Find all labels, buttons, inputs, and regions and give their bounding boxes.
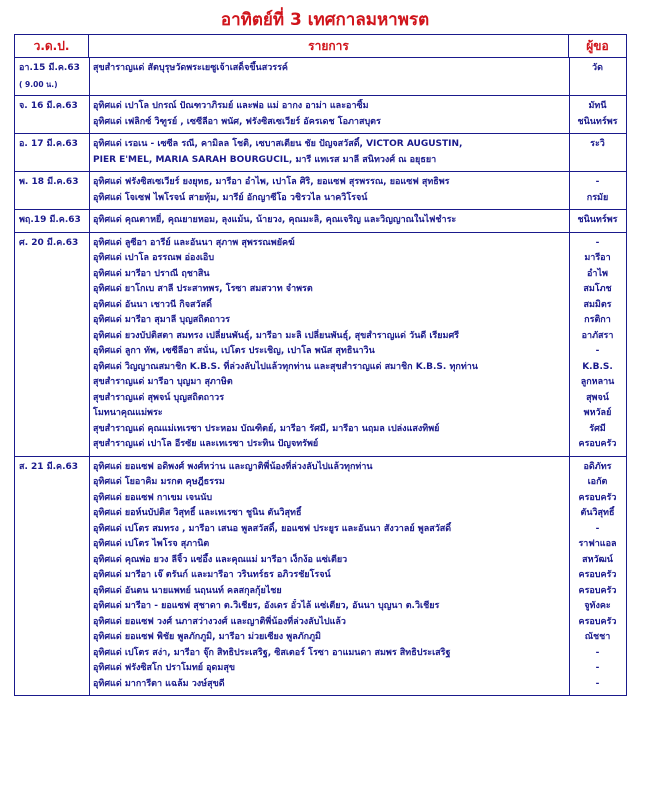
row-date: ( 9.00 น.) — [19, 79, 58, 89]
table-row — [15, 137, 626, 153]
row-requester: มารีอา — [584, 253, 611, 263]
table-row — [15, 360, 626, 376]
header-requester: ผู้ขอ — [586, 38, 609, 53]
row-requester: กรติกา — [584, 315, 611, 325]
row-requester: ลูกหลาน — [580, 377, 615, 387]
row-intention: อุทิศแด่ มารีอา ปราณี ฤชาสิน — [93, 268, 210, 279]
table-row — [15, 313, 626, 329]
table-row — [15, 475, 626, 491]
row-date — [15, 584, 89, 600]
row-date: ส. 21 มี.ค.63 — [19, 461, 79, 472]
row-requester: ครอบครัว — [578, 439, 617, 449]
table-row — [15, 391, 626, 407]
table-row — [15, 99, 626, 115]
date-group — [15, 172, 626, 210]
row-requester: - — [595, 523, 600, 534]
row-intention: อุทิศแด่ คุณพ่อ ยวง ลีจิ้ว แซ่อึ้ง และคุณแม่ มารีอา เง็กง้อ แซ่เตียว — [93, 554, 348, 565]
row-intention: อุทิศแด่ วิญญาณสมาชิก K.B.S. ที่ล่วงลับไปแล้วทุกท่าน และสุขสำราญแด่ สมาชิก K.B.S. ทุกท่าน — [93, 361, 478, 372]
table-row — [15, 115, 626, 131]
row-date — [15, 646, 89, 662]
row-intention: อุทิศแด่ เปโตร สมทรง , มารีอา เสนอ พูลสวัสดิ์, ยอแซฟ ประยูร และอันนา สังวาลย์ พูลสวัสดิ์ — [93, 523, 452, 534]
table-row — [15, 422, 626, 438]
row-date: อ. 17 มี.ค.63 — [19, 139, 78, 149]
row-intention: อุทิศแด่ ฟรังซิสโก ปราโมทย์ อุดมสุข — [93, 663, 235, 673]
row-requester: - — [595, 663, 600, 673]
header-items: รายการ — [89, 35, 569, 57]
row-date: พ. 18 มี.ค.63 — [19, 177, 79, 187]
row-intention: อุทิศแด่ ยอแซฟ วงศ์ นภาสว่างวงศ์ และญาติพี่น้องที่ล่วงลับไปแล้ว — [93, 616, 346, 627]
table-row — [15, 537, 626, 553]
row-intention: อุทิศแด่ ฟรังซิสเซเวียร์ ยงยุทธ, มารีอา อำไพ, เปาโล ศิริ, ยอแซฟ สุรพรรณ, ยอแซฟ สุทธิพร — [93, 177, 450, 187]
row-requester: ราฟาแอล — [578, 539, 617, 549]
row-intention: สุขสำราญแด่ เปาโล อีรซัย และเทเรซา ประทิน ปัญจทรัพย์ — [93, 439, 319, 449]
header-date: ว.ด.ป. — [15, 35, 89, 57]
row-intention: อุทิศแด่ โยอาคิม มรกต คุษฎีธรรม — [93, 477, 225, 487]
table-body — [15, 58, 626, 695]
date-group — [15, 210, 626, 233]
row-date — [15, 251, 89, 267]
row-date — [15, 344, 89, 360]
row-requester: พหวัลย์ — [583, 408, 612, 418]
table-row — [15, 191, 626, 207]
table-row — [15, 213, 626, 229]
row-date — [15, 313, 89, 329]
row-date: ศ. 20 มี.ค.63 — [19, 237, 79, 248]
row-requester — [569, 77, 626, 93]
row-date — [15, 677, 89, 693]
table-row — [15, 491, 626, 507]
table-row — [15, 646, 626, 662]
row-requester: ครอบครัว — [578, 570, 617, 580]
row-intention: อุทิศแด่ เปโตร ไพโรจ สุภานิต — [93, 539, 210, 549]
row-requester: จูทังคะ — [584, 601, 611, 611]
row-requester: ชนินทร์พร — [577, 215, 618, 225]
table-row — [15, 267, 626, 283]
row-intention: อุทิศแด่ ยอแซฟ อดิพงศ์ พงศ์หว่าน และญาติพี่น้องที่ล่วงลับไปแล้วทุกท่าน — [93, 461, 373, 472]
row-date — [15, 522, 89, 538]
row-intention: อุทิศแด่ โจเซฟ ไพโรจน์ สายทุ้ม, มารีย์ อักญาซีโอ วชิรวไล นาควิโรจน์ — [93, 192, 368, 203]
table-row — [15, 553, 626, 569]
row-date — [15, 360, 89, 376]
row-intention: อุทิศแด่ ยาโกเบ สาลี ประสาทพร, โรซา สมสวาท จำพรต — [93, 284, 313, 294]
row-intention: อุทิศแด่ อันนา เชาวนี กิจสวัสดิ์ — [93, 299, 212, 310]
table-row — [15, 406, 626, 422]
row-requester: - — [595, 346, 600, 356]
row-requester: สมโภช — [583, 284, 612, 294]
table-row — [15, 153, 626, 169]
row-requester: ครอบครัว — [578, 585, 617, 596]
row-requester: สหวัฒน์ — [582, 554, 613, 565]
date-group — [15, 233, 626, 457]
row-date — [15, 422, 89, 438]
row-date — [15, 437, 89, 453]
row-requester: สุพจน์ — [586, 392, 609, 403]
table-row — [15, 175, 626, 191]
row-date — [15, 475, 89, 491]
date-group — [15, 96, 626, 134]
row-date — [15, 630, 89, 646]
row-requester — [569, 153, 626, 169]
row-date — [15, 391, 89, 407]
row-date — [15, 537, 89, 553]
row-requester: K.B.S. — [582, 361, 613, 372]
row-requester: ณัชชา — [584, 632, 611, 642]
date-group — [15, 457, 626, 696]
row-date — [15, 375, 89, 391]
row-intention: สุขสำราญแด่ สัตบุรุษวัดพระเยซูเจ้าเสด็จขึ้นสวรรค์ — [93, 63, 288, 73]
table-row — [15, 344, 626, 360]
row-requester: ชนินทร์พร — [577, 116, 618, 127]
table-row — [15, 584, 626, 600]
table-row — [15, 282, 626, 298]
table-row — [15, 298, 626, 314]
row-requester: เอกัต — [587, 477, 608, 487]
row-date — [15, 661, 89, 677]
row-requester: อาภัสรา — [581, 330, 614, 341]
row-intention: อุทิศแด่ ลูซีอา อารีย์ และอันนา สุภาพ สุพรรณพยัคฆ์ — [93, 237, 295, 248]
table-row — [15, 661, 626, 677]
row-date — [15, 298, 89, 314]
row-intention — [89, 77, 569, 93]
row-intention: อุทิศแด่ เปโตร สง่า, มารีอา จุ๊ก สิทธิประเสริฐ, ซิสเตอร์ โรซา อาแมนดา สมพร สิทธิประเสริฐ — [93, 647, 451, 658]
row-intention: อุทิศแด่ ยอแซฟ กาเขม เจนนับ — [93, 492, 213, 503]
row-requester: ระวิ — [590, 139, 605, 149]
table-row — [15, 522, 626, 538]
row-date — [15, 615, 89, 631]
row-requester: มัทนี — [588, 101, 607, 111]
row-intention: อุทิศแด่ อันตน นายแพทย์ นฤนนท์ คลสกุลกุ้ยไชย — [93, 585, 282, 596]
row-date — [15, 553, 89, 569]
row-intention: อุทิศแด่ มารีอา เจ๊ ตรันก์ และมารีอา วรินทร์ธร อภิวรชัยโรจน์ — [93, 570, 331, 580]
table-row — [15, 329, 626, 345]
row-date: อา.15 มี.ค.63 — [19, 63, 80, 73]
row-date — [15, 506, 89, 522]
row-intention: อุทิศแด่ ลูกา ทัพ, เซซีลีอา สนั่น, เปโตร ประเชิญ, เปาโล พนัส สุทธินาวิน — [93, 346, 375, 356]
row-requester: - — [595, 678, 600, 689]
row-date — [15, 115, 89, 131]
row-intention: อุทิศแด่ มารีอา สุมาลี บุญสถิตถาวร — [93, 315, 230, 325]
table-row — [15, 677, 626, 693]
row-date — [15, 406, 89, 422]
table-row — [15, 506, 626, 522]
date-group — [15, 58, 626, 96]
row-intention: อุทิศแด่ คุณตาหยี่, คุณยายหอม, ลุงแม้น, น้ายวง, คุณมะลิ, คุณเจริญ และวิญญาณในไฟชำระ — [93, 215, 457, 225]
row-requester: อดิภัทร — [583, 461, 612, 472]
row-date: พฤ.19 มี.ค.63 — [19, 215, 81, 225]
table-row — [15, 61, 626, 77]
date-group — [15, 134, 626, 172]
row-intention: อุทิศแด่ ยวงบัปติสตา สมทรง เปลี่ยนพันธุ์, มารีอา มะลิ เปลี่ยนพันธุ์, สุขสำราญแด่ วันดี เรียมศรี — [93, 330, 459, 341]
row-intention: อุทิศแด่ ยอห์นบัปติส วิสุทธิ์ และเทเรซา ชูนิน ตันวิสุทธิ์ — [93, 508, 302, 518]
row-intention: สุขสำราญแด่ มารีอา บุญมา สุภาษิต — [93, 377, 233, 387]
row-intention: สุขสำราญแด่ คุณแม่เทเรซา ประหอม บัณฑิตย์, มารีอา รัศมี, มารีอา นฤมล เปล่งแสงทิพย์ — [93, 423, 440, 434]
row-intention: โมทนาคุณแม่พระ — [93, 408, 163, 418]
row-intention: อุทิศแด่ ยอแซฟ พิชัย พูลภักภูมิ, มารีอา ม่วยเซียง พูลภักภูมิ — [93, 632, 321, 642]
table-row — [15, 251, 626, 267]
row-intention: อุทิศแด่ เปาโล อรรณพ อ่องเอิบ — [93, 253, 215, 263]
row-date — [15, 191, 89, 207]
table-header — [15, 35, 626, 58]
row-requester: อำไพ — [587, 268, 608, 279]
intentions-table — [14, 34, 627, 696]
row-date — [15, 329, 89, 345]
row-date — [15, 267, 89, 283]
row-requester: สมมิตร — [583, 299, 612, 310]
row-requester: กรมัย — [586, 192, 609, 203]
row-requester: - — [595, 647, 600, 658]
page-title: อาทิตย์ที่ 3 เทศกาลมหาพรต — [220, 10, 430, 30]
table-row — [15, 615, 626, 631]
row-intention: อุทิศแด่ เปาโล ปกรณ์ ปัณฑวาภิรมย์ และพ่อ แม่ อากง อาม่า และอาซิ้ม — [93, 101, 369, 111]
table-row — [15, 599, 626, 615]
table-row — [15, 460, 626, 476]
row-date — [15, 568, 89, 584]
row-intention: อุทิศแด่ เฟลิกซ์ วิฑูรย์ , เซซีลีอา พนัศ, ฟรังซิสเซเวียร์ อัครเดช โอภาสบุตร — [93, 116, 381, 127]
row-date: จ. 16 มี.ค.63 — [19, 101, 78, 111]
row-requester: ครอบครัว — [578, 492, 617, 503]
row-date — [15, 491, 89, 507]
row-intention: อุทิศแด่ มาการีตา แฉล้ม วงษ์สุขดี — [93, 678, 225, 689]
row-requester: - — [595, 177, 600, 187]
table-row — [15, 630, 626, 646]
row-requester: - — [595, 237, 600, 248]
row-date — [15, 282, 89, 298]
row-requester: ครอบครัว — [578, 616, 617, 627]
row-requester: รัศมี — [589, 423, 606, 434]
table-row — [15, 568, 626, 584]
table-row — [15, 77, 626, 93]
row-intention: อุทิศแด่ เรอเน - เซซีล รณี, คามิลล โชติ, เซบาสเตียน ชัย ปัญจสวัสดิ์, VICTOR AUGUSTIN, — [93, 139, 463, 149]
row-intention: สุขสำราญแด่ สุพจน์ บุญสถิตถาวร — [93, 392, 225, 403]
table-row — [15, 375, 626, 391]
row-requester: ตันวิสุทธิ์ — [580, 508, 615, 518]
row-requester: วัด — [592, 63, 603, 73]
table-row — [15, 437, 626, 453]
row-date — [15, 153, 89, 169]
row-intention: PIER E'MEL, MARIA SARAH BOURGUCIL, มารี แทเรส มาลี สนิทวงศ์ ณ อยุธยา — [93, 154, 437, 165]
row-date — [15, 599, 89, 615]
table-row — [15, 236, 626, 252]
row-intention: อุทิศแด่ มารีอา - ยอแซฟ สุชาดา ต.วิเชียร, อังเดร อั๋วไล้ แซ่เตียว, อันนา บุญนา ต.วิเชียร — [93, 601, 440, 611]
